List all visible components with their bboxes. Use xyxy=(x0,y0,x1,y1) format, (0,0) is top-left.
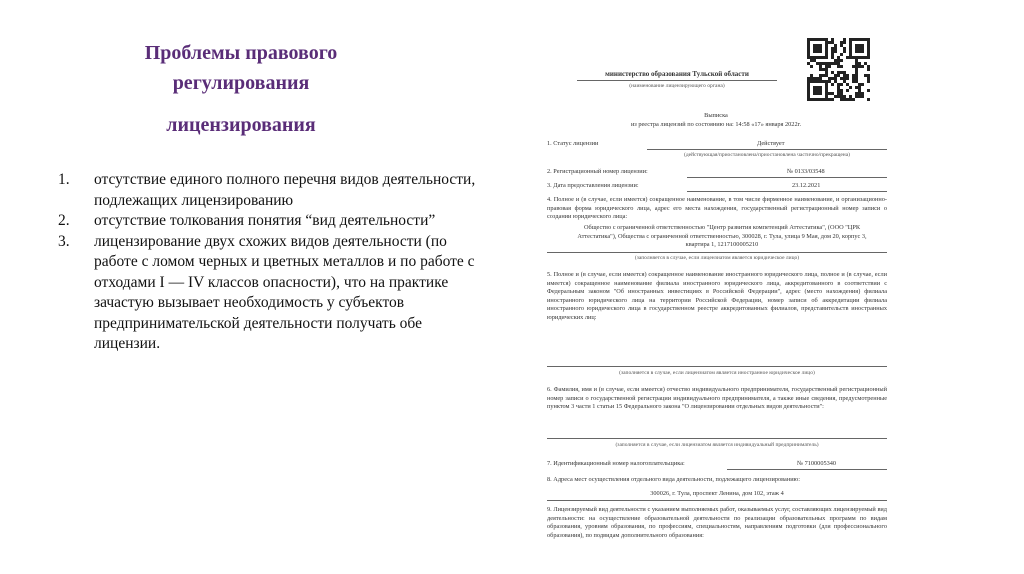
section-6-text: 6. Фамилия, имя и (в случае, если имеется) отчество индивидуального предпринимателя, государственный регистрационный номер записи о государственной регистрации индивидуального предпринимателя, а также иные сведения, предусмотренные пунктом 3 части 1 статьи 15 Федерального закона "О лицензировании отдельных видов деятельности": xyxy=(547,386,887,411)
list-item xyxy=(58,232,478,355)
inn-label: 7. Идентификационный номер налогоплательщика: xyxy=(547,460,685,467)
section-4-text: 4. Полное и (в случае, если имеется) сокращенное наименование, в том числе фирменное наименование, и организационно-правовая форма юридического лица, адрес его места нахождения, государственный регистрационный номер записи о создании юридического лица: xyxy=(547,196,887,221)
address-label: 8. Адреса мест осуществления отдельного вида деятельности, подлежащего лицензированию: xyxy=(547,476,801,483)
inn-value: № 7100005340 xyxy=(797,460,837,467)
list-item-text: лицензирование двух схожих видов деятельности (по работе с ломом черных и цветных металлов и по работе с отходами I — IV классов опасности), что на практике зачастую вызывает необходимость у субъектов предпринимательской деятельности получать обе лицензии. xyxy=(94,232,475,352)
ministry-caption: (наименование лицензирующего органа) xyxy=(629,83,725,89)
list-number: 1. xyxy=(58,171,70,188)
title-line-1: Проблемы правового xyxy=(144,42,338,64)
section-9-text: 9. Лицензируемый вид деятельности с указанием выполняемых работ, оказываемых услуг, составляющих лицензируемый вид деятельности: на осуществление образовательной деятельности по реализации образовательных программ по видам образования, уровням образования, по профессиям, специальностям, направлениям подготовки (для профессионального образования), по подвидам дополнительного образования: xyxy=(547,506,887,539)
extract-subtitle: из реестра лицензий по состоянию на: 14:58 «17» января 2022г. xyxy=(630,121,802,128)
list-number: 3. xyxy=(58,232,70,250)
extract-title: Выписка xyxy=(704,112,728,119)
list-number: 2. xyxy=(58,212,70,229)
section-4-caption: (заполняется в случае, если лицензиатом является юридическое лицо) xyxy=(634,255,800,261)
status-caption: (действующая/приостановлена/приостановлена частично/прекращена) xyxy=(684,152,850,158)
problems-list xyxy=(58,170,478,355)
list-item-text: отсутствие толкования понятия “вид деятельности” xyxy=(94,212,436,229)
section-6-caption: (заполняется в случае, если лицензиатом является индивидуальный предприниматель) xyxy=(615,442,819,448)
list-item xyxy=(58,211,478,232)
license-extract-document xyxy=(537,28,895,574)
section-4-value: Общество с ограниченной ответственностью "Центр развития компетенций Аттестатика", (ООО "ЦРК Аттестатика"), Общества с ограниченной ответственностью, 300028, г. Тула, улица 9 Мая, дом 20, корпус 3, квартира 1, 1217100005210 xyxy=(577,224,867,249)
section-5-text: 5. Полное и (в случае, если имеется) сокращенное наименование иностранного юридического лица, полное и (в случае, если имеется) сокращенное наименование филиала иностранного юридического лица, аккредитованного в соответствии с Федеральным законом "Об иностранных инвестициях в Российской Федерации", адрес (место нахождения) филиала иностранного юридического лица на территории Российской Федерации, номер записи об аккредитации филиала иностранного юридического лица в государственном реестре аккредитованных филиалов, представительств иностранных юридических лиц: xyxy=(547,271,887,321)
address-value: 300026, г. Тула, проспект Ленина, дом 102, этаж 4 xyxy=(650,490,784,497)
issue-date-value: 23.12.2021 xyxy=(792,182,821,189)
list-item xyxy=(58,170,478,211)
section-5-caption: (заполняется в случае, если лицензиатом является иностранное юридическое лицо) xyxy=(619,370,815,376)
title-line-3: лицензирования xyxy=(166,114,316,136)
status-label: 1. Статус лицензии xyxy=(547,140,599,147)
ministry-name: министерство образования Тульской области xyxy=(605,70,749,78)
slide-title xyxy=(96,38,386,140)
issue-date-label: 3. Дата предоставления лицензии: xyxy=(547,182,639,189)
list-item-text: отсутствие единого полного перечня видов деятельности, подлежащих лицензированию xyxy=(94,171,476,209)
qr-code-icon xyxy=(807,38,870,101)
title-line-2: регулирования xyxy=(172,72,310,94)
status-value: Действует xyxy=(757,140,785,147)
reg-number-value: № 0133/03548 xyxy=(787,168,825,175)
reg-number-label: 2. Регистрационный номер лицензии: xyxy=(547,168,648,175)
